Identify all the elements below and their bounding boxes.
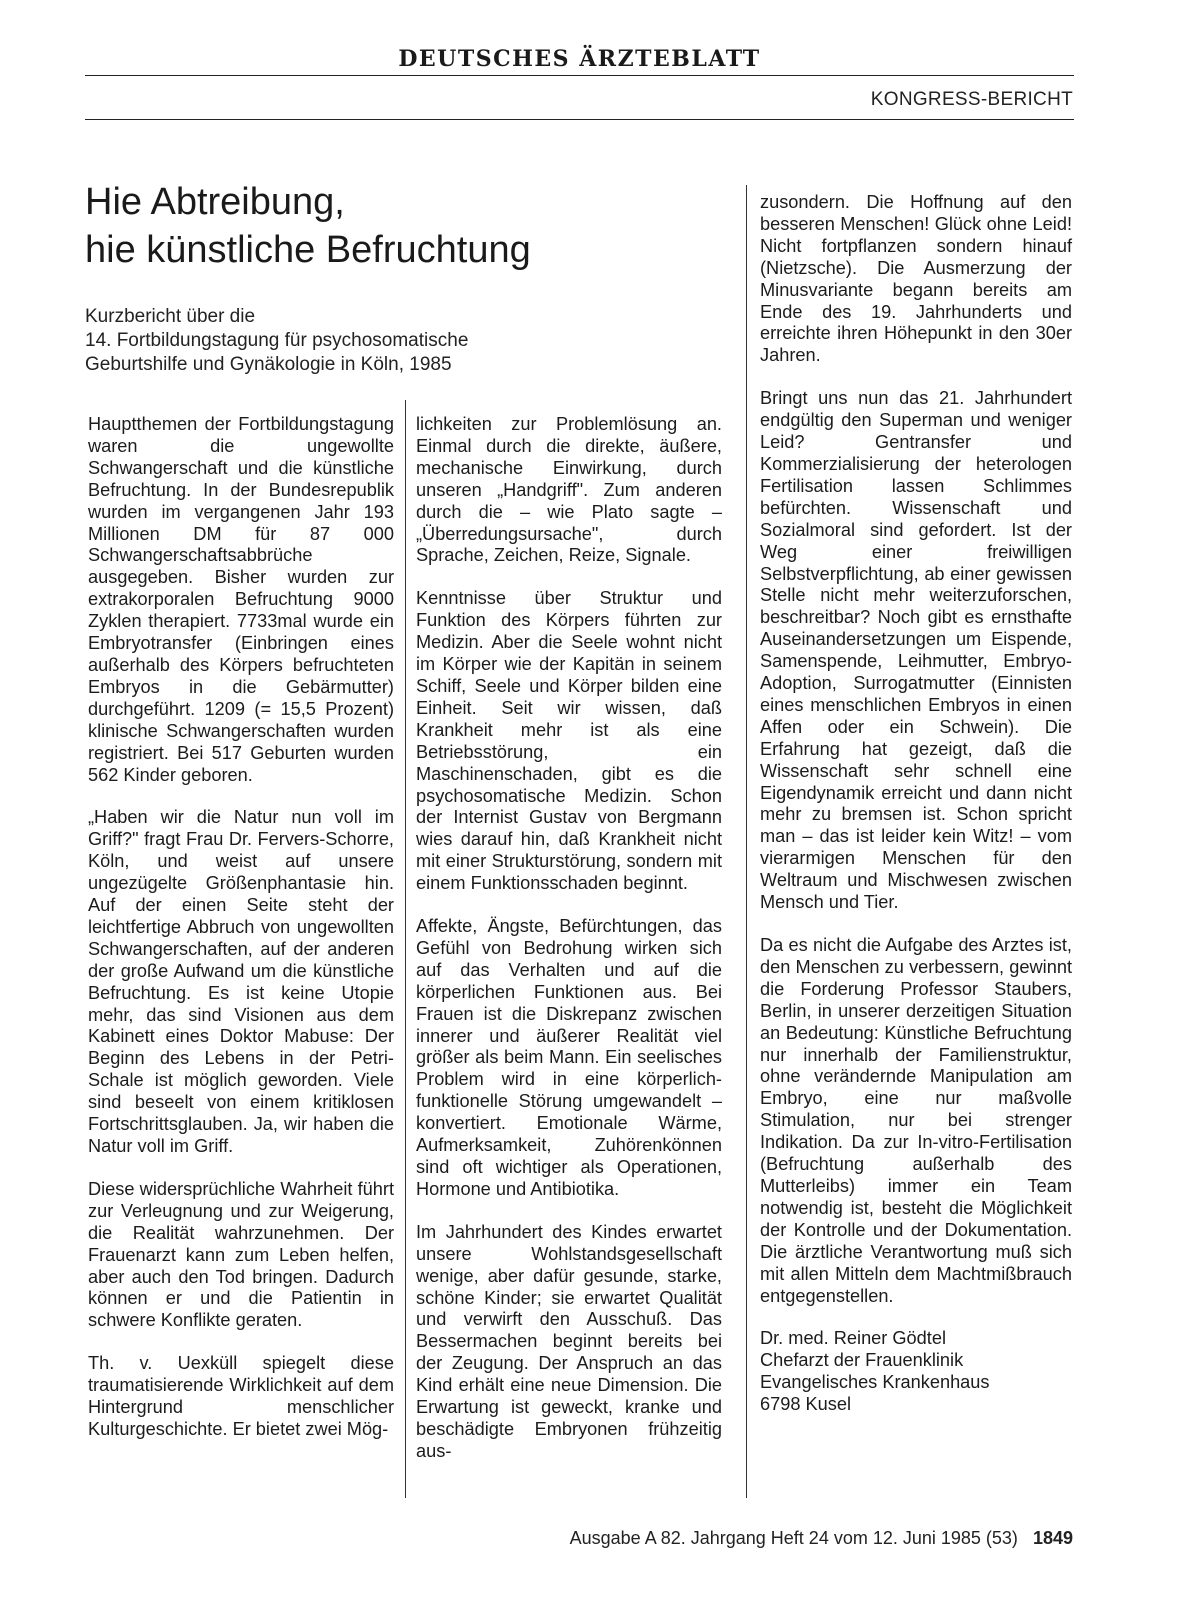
text-column-2	[416, 414, 722, 1463]
page-number: 1849	[1032, 1528, 1073, 1548]
header-rule	[85, 119, 1074, 120]
title-line-2: hie künstliche Befruchtung	[85, 229, 531, 271]
author-location: 6798 Kusel	[760, 1394, 852, 1415]
paragraph: Kenntnisse über Struktur und Funktion des Körpers führten zur Medizin. Aber die Seele wohnt nicht im Körper wie der Kapitän in seinem Schiff, Seele und Körper bilden eine Einheit. Seit wir wissen, daß Krankheit mehr ist als eine Betriebsstörung, ein Maschinenschaden, gibt es die psychosomatische Medizin. Schon der Internist Gustav von Bergmann wies darauf hin, daß Krankheit nicht mit einer Strukturstörung, sondern mit einem Funktionsschaden beginnt.	[416, 588, 722, 894]
paragraph: Da es nicht die Aufgabe des Arztes ist, den Menschen zu verbessern, gewinnt die Forderung Professor Staubers, Berlin, in unserer derzeitigen Situation an Bedeutung: Künstliche Befruchtung nur innerhalb der Familienstruktur, ohne verändernde Manipulation am Embryo, eine nur maßvolle Stimulation, nur bei strenger Indikation. Da zur In-vitro-Fertilisation (Befruchtung außerhalb des Mutterleibs) immer ein Team notwendig ist, besteht die Möglichkeit der Kontrolle und der Dokumentation. Die ärztliche Verantwortung muß sich mit allen Mitteln dem Machtmißbrauch entgegenstellen.	[760, 935, 1072, 1306]
paragraph: Th. v. Uexküll spiegelt diese traumatisierende Wirklichkeit auf dem Hintergrund menschlicher Kulturgeschichte. Er bietet zwei Mög-	[88, 1353, 394, 1439]
paragraph: zusondern. Die Hoffnung auf den besseren Menschen! Glück ohne Leid! Nicht fortpflanzen sondern hinauf (Nietzsche). Die Ausmerzung der Minusvariante begann bereits am Ende des 19. Jahrhunderts und erreichte ihren Höhepunkt in den 30er Jahren.	[760, 192, 1072, 366]
issue-info: Ausgabe A 82. Jahrgang Heft 24 vom 12. Juni 1985 (53)	[569, 1528, 1018, 1548]
article-subtitle	[85, 305, 725, 377]
column-divider	[746, 185, 747, 1498]
paragraph: lichkeiten zur Problemlösung an. Einmal durch die direkte, äußere, mechanische Einwirkung, durch unseren „Handgriff". Zum anderen durch die – wie Plato sagte – „Überredungsursache", durch Sprache, Zeichen, Reize, Signale.	[416, 414, 722, 566]
text-column-1	[88, 414, 394, 1441]
paragraph: Diese widersprüchliche Wahrheit führt zur Verleugnung und zur Weigerung, die Realität wahrzunehmen. Der Frauenarzt kann zum Leben helfen, aber auch den Tod bringen. Dadurch können er und die Patientin in schwere Konflikte geraten.	[88, 1178, 394, 1331]
page-footer	[570, 1528, 1073, 1549]
section-label: KONGRESS-BERICHT	[870, 89, 1073, 110]
paragraph: Hauptthemen der Fortbildungstagung waren die ungewollte Schwangerschaft und die künstliche Befruchtung. In der Bundesrepublik wurden im vergangenen Jahr 193 Millionen DM für 87 000 Schwangerschaftsabbrüche ausgegeben. Bisher wurden zur extrakorporalen Befruchtung 9000 Zyklen therapiert. 7733mal wurde ein Embryotransfer (Einbringen eines außerhalb des Körpers befruchteten Embryos in die Gebärmutter) durchgeführt. 1209 (= 15,5 Prozent) klinische Schwangerschaften wurden registriert. Bei 517 Geburten wurden 562 Kinder geboren.	[88, 414, 394, 785]
text-column-3	[760, 192, 1072, 1416]
author-signature	[760, 1328, 1072, 1416]
subtitle-line-3: Geburtshilfe und Gynäkologie in Köln, 1985	[85, 354, 452, 375]
paragraph: „Haben wir die Natur nun voll im Griff?" fragt Frau Dr. Fervers-Schorre, Köln, und weist auf unsere ungezügelte Größenphantasie hin. Auf der einen Seite steht der leichtfertige Abbruch von ungewollten Schwangerschaften, auf der anderen der große Aufwand um die künstliche Befruchtung. Es ist keine Utopie mehr, das sind Visionen aus dem Kabinett eines Doktor Mabuse: Der Beginn des Lebens in der Petri-Schale ist möglich geworden. Viele sind beseelt von einem kritiklosen Fortschrittsglauben. Ja, wir haben die Natur voll im Griff.	[88, 807, 394, 1156]
author-name: Dr. med. Reiner Gödtel	[760, 1328, 946, 1349]
subtitle-line-2: 14. Fortbildungstagung für psychosomatische	[85, 330, 469, 351]
masthead-rule	[85, 75, 1074, 76]
author-position: Chefarzt der Frauenklinik	[760, 1350, 964, 1371]
author-institution: Evangelisches Krankenhaus	[760, 1372, 990, 1393]
subtitle-line-1: Kurzbericht über die	[85, 306, 256, 327]
paragraph: Bringt uns nun das 21. Jahrhundert endgültig den Superman und weniger Leid? Gentransfer und Kommerzialisierung der heterologen Fertilisation lassen Schlimmes befürchten. Wissenschaft und Sozialmoral sind gefordert. Ist der Weg einer freiwilligen Selbstverpflichtung, ab einer gewissen Stelle nicht mehr weiterzuforschen, beschreitbar? Noch gibt es ernsthafte Auseinandersetzungen um Eispende, Samenspende, Leihmutter, Embryo-Adoption, Surrogatmutter (Einnisten eines menschlichen Embryos in einen Affen oder ein Schwein). Die Erfahrung hat gezeigt, daß die Wissenschaft sehr schnell eine Eigendynamik erreicht und dann nicht mehr zu bremsen ist. Schon spricht man – das ist leider kein Witz! – vom vierarmigen Menschen für den Weltraum und Mischwesen zwischen Mensch und Tier.	[760, 388, 1072, 913]
article-title	[85, 178, 725, 274]
paragraph: Im Jahrhundert des Kindes erwartet unsere Wohlstandsgesellschaft wenige, aber dafür gesunde, starke, schöne Kinder; sie erwartet Qualität und verwirft den Ausschuß. Das Bessermachen beginnt bereits bei der Zeugung. Der Anspruch an das Kind erhält eine neue Dimension. Die Erwartung ist geweckt, kranke und beschädigte Embryonen frühzeitig aus-	[416, 1221, 722, 1461]
title-line-1: Hie Abtreibung,	[85, 181, 345, 223]
column-divider	[405, 400, 406, 1498]
masthead: DEUTSCHES ÄRZTEBLATT	[398, 46, 761, 72]
paragraph: Affekte, Ängste, Befürchtungen, das Gefühl von Bedrohung wirken sich auf das Verhalten und auf die körperlichen Funktionen aus. Bei Frauen ist die Diskrepanz zwischen innerer und äußerer Realität viel größer als beim Mann. Ein seelisches Problem wird in eine körperlich-funktionelle Störung umgewandelt – konvertiert. Emotionale Wärme, Aufmerksamkeit, Zuhörenkönnen sind oft wichtiger als Operationen, Hormone und Antibiotika.	[416, 916, 722, 1199]
